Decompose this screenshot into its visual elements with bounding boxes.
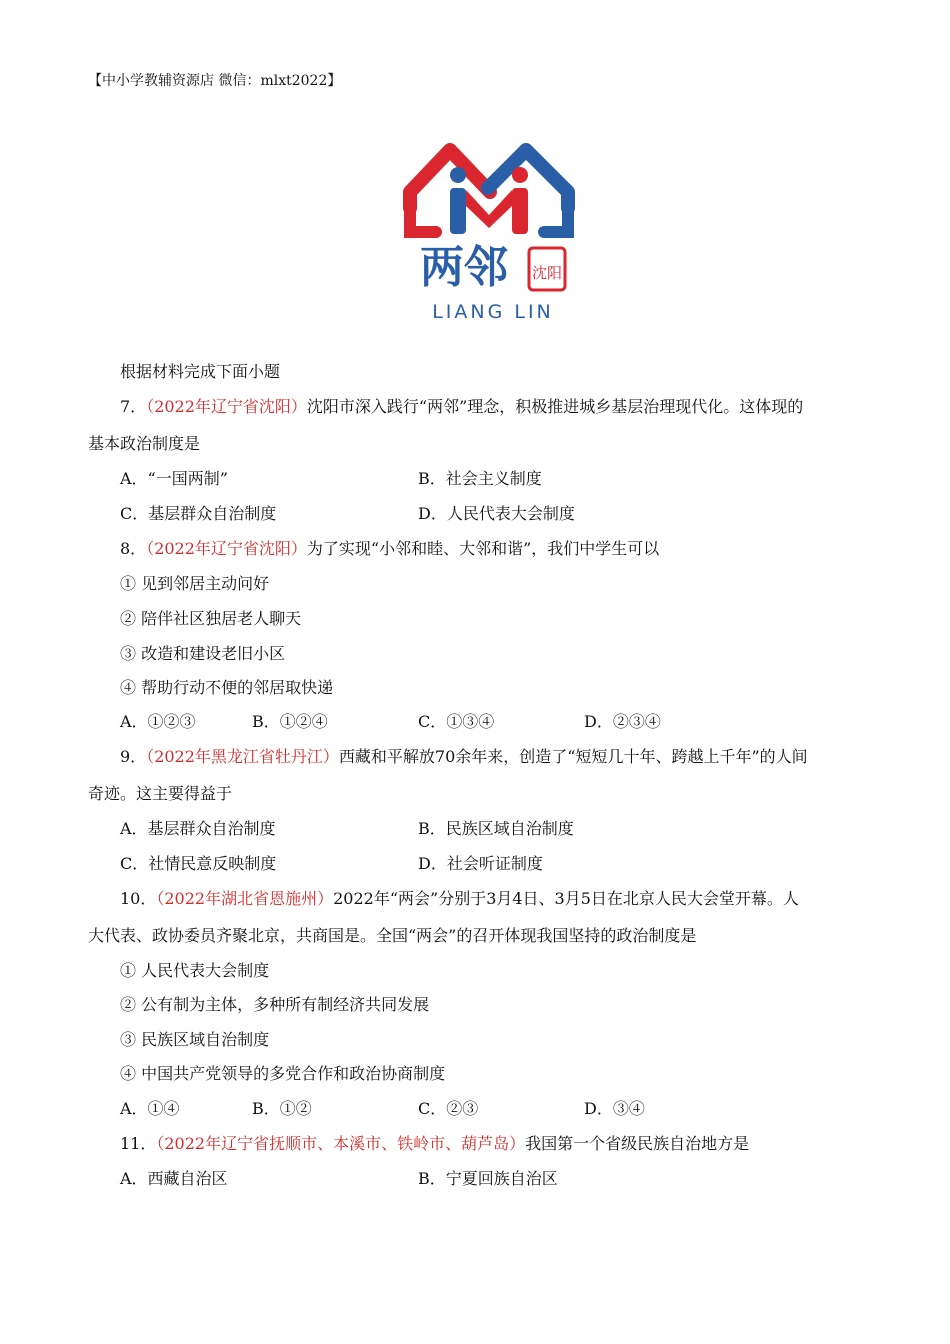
logo-title-cn: 两邻 bbox=[420, 242, 508, 293]
question-10-line-2: 大代表、政协委员齐聚北京，共商国是。全国“两会”的召开体现我国坚持的政治制度是 bbox=[88, 926, 697, 945]
option-d[interactable]: D．社会听证制度 bbox=[418, 854, 543, 873]
question-stem: 2022年“两会”分别于3月4日、3月5日在北京人民大会堂开幕。人 bbox=[333, 889, 799, 908]
logo-seal-text: 沈阳 bbox=[531, 264, 563, 282]
question-source: （2022年辽宁省沈阳） bbox=[146, 539, 307, 558]
statement-item: ③ 改造和建设老旧小区 bbox=[120, 644, 286, 663]
question-number: 9． bbox=[120, 747, 147, 766]
option-c[interactable]: C．基层群众自治制度 bbox=[120, 504, 277, 523]
statement-item: ④ 中国共产党领导的多党合作和政治协商制度 bbox=[120, 1064, 446, 1083]
intro-text: 根据材料完成下面小题 bbox=[120, 362, 281, 381]
option-a[interactable]: A．①④ bbox=[120, 1099, 180, 1118]
option-b[interactable]: B．民族区域自治制度 bbox=[418, 819, 574, 838]
option-a[interactable]: A．“一国两制” bbox=[120, 469, 228, 488]
question-stem: 沈阳市深入践行“两邻”理念，积极推进城乡基层治理现代化。这体现的 bbox=[306, 397, 804, 416]
page-header: 【中小学教辅资源店 微信：mlxt2022】 bbox=[88, 73, 342, 89]
liang-lin-logo bbox=[398, 120, 588, 326]
statement-item: ③ 民族区域自治制度 bbox=[120, 1030, 270, 1049]
question-stem: 西藏和平解放70余年来，创造了“短短几十年、跨越上千年”的人间 bbox=[338, 747, 808, 766]
statement-item: ① 见到邻居主动问好 bbox=[120, 574, 270, 593]
logo-title-en: LIANG LIN bbox=[432, 301, 554, 323]
statement-item: ② 陪伴社区独居老人聊天 bbox=[120, 609, 302, 628]
question-stem: 为了实现“小邻和睦、大邻和谐”，我们中学生可以 bbox=[306, 539, 660, 558]
logo-graphic bbox=[398, 120, 588, 326]
question-9-line-2: 奇迹。这主要得益于 bbox=[88, 784, 233, 803]
question-number: 8． bbox=[120, 539, 147, 558]
question-source: （2022年湖北省恩施州） bbox=[156, 889, 334, 908]
statement-item: ④ 帮助行动不便的邻居取快递 bbox=[120, 678, 334, 697]
question-source: （2022年辽宁省抚顺市、本溪市、铁岭市、葫芦岛） bbox=[156, 1134, 526, 1153]
option-c[interactable]: C．社情民意反映制度 bbox=[120, 854, 277, 873]
question-number: 11． bbox=[120, 1134, 157, 1153]
option-c[interactable]: C．①③④ bbox=[418, 712, 495, 731]
question-10-line-1 bbox=[120, 889, 799, 909]
option-b[interactable]: B．①② bbox=[252, 1099, 312, 1118]
question-source: （2022年黑龙江省牡丹江） bbox=[146, 747, 339, 766]
question-7-line-2: 基本政治制度是 bbox=[88, 434, 201, 453]
statement-item: ① 人民代表大会制度 bbox=[120, 961, 270, 980]
option-d[interactable]: D．③④ bbox=[584, 1099, 645, 1118]
option-d[interactable]: D．人民代表大会制度 bbox=[418, 504, 575, 523]
question-11-line-1 bbox=[120, 1134, 749, 1154]
option-d[interactable]: D．②③④ bbox=[584, 712, 661, 731]
option-a[interactable]: A．基层群众自治制度 bbox=[120, 819, 276, 838]
question-number: 10． bbox=[120, 889, 157, 908]
question-8-line-1 bbox=[120, 539, 659, 559]
option-b[interactable]: B．①②④ bbox=[252, 712, 328, 731]
option-a[interactable]: A．①②③ bbox=[120, 712, 196, 731]
option-c[interactable]: C．②③ bbox=[418, 1099, 479, 1118]
question-9-line-1 bbox=[120, 747, 808, 767]
statement-item: ② 公有制为主体，多种所有制经济共同发展 bbox=[120, 995, 430, 1014]
option-a[interactable]: A．西藏自治区 bbox=[120, 1169, 228, 1188]
question-7-line-1 bbox=[120, 397, 803, 417]
question-source: （2022年辽宁省沈阳） bbox=[146, 397, 307, 416]
question-number: 7． bbox=[120, 397, 147, 416]
option-b[interactable]: B．宁夏回族自治区 bbox=[418, 1169, 558, 1188]
question-stem: 我国第一个省级民族自治地方是 bbox=[525, 1134, 750, 1153]
option-b[interactable]: B．社会主义制度 bbox=[418, 469, 542, 488]
